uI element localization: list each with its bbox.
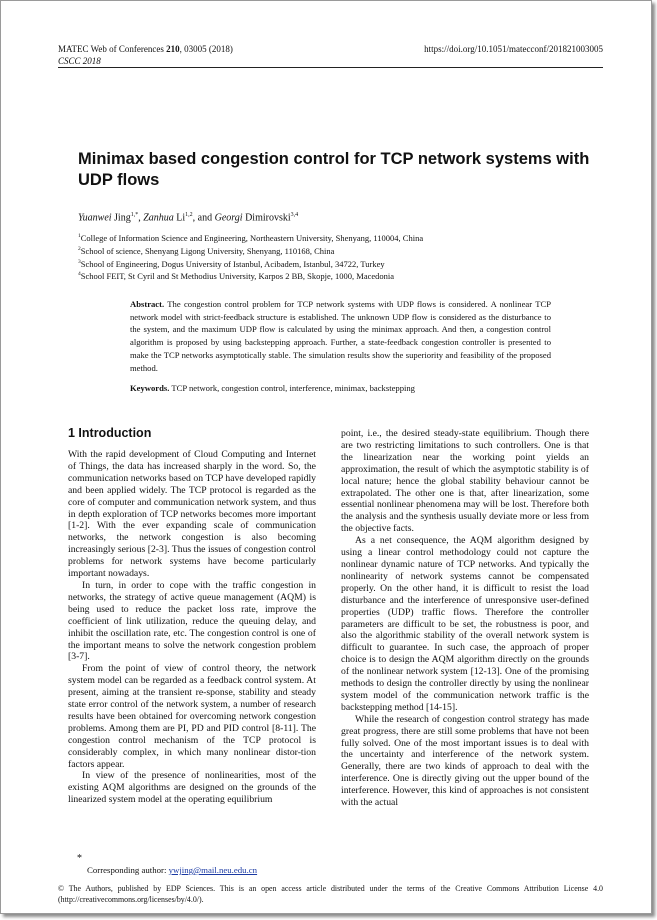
- affiliation-item: [78, 231, 618, 244]
- affiliation-text: School FEIT, St Cyril and St Methodius University, Karpos 2 BB, Skopje, 1000, Macedonia: [80, 271, 395, 282]
- affiliation-text: School of Engineering, Dogus University of Istanbul, Acibadem, Istanbul, 34722, Turkey: [80, 258, 385, 269]
- abstract-label: Abstract.: [130, 299, 165, 309]
- affiliation-item: [78, 257, 618, 270]
- author-email-link[interactable]: ywjing@mail.neu.edu.cn: [168, 865, 258, 875]
- journal-name: MATEC Web of Conferences: [58, 44, 164, 54]
- author-last-name: Li: [173, 212, 186, 224]
- keywords: [130, 382, 551, 394]
- affiliation-mark: 4: [78, 271, 81, 278]
- affiliation-mark: 2: [78, 245, 81, 252]
- author-first-name: Zanhua: [143, 212, 174, 224]
- license-statement: © The Authors, published by EDP Sciences. This is an open access article distributed under the terms of the Creative Commons Attribution License 4.0 (http://creativecommons.org/licenses/by/4.0/).: [58, 884, 603, 904]
- affiliation-list: [78, 231, 618, 282]
- author-separator: , and: [192, 212, 215, 224]
- body-paragraph: From the point of view of control theory, the network system model can be regarded as a feedback control system. At present, aiming at the transient re-sponse, stability and steady state error control of the network system, a number of research results have been obtained for overcoming network congestion problems. Among them are PI, PD and PID control [8-11]. The congestion control mechanism of the TCP protocol is considerably complex, in which many nonlinear distor-tion factors appear.: [68, 663, 316, 770]
- body-paragraph: As a net consequence, the AQM algorithm designed by using a linear control methodology could not capture the nonlinear dynamic nature of TCP networks. And typically the nonlinearity of network systems cannot be compensated properly. On the other hand, it is difficult to resist the load disturbance and the interference of unresponsive user-defined properties (UDP) traffic flows. Therefore the controller parameters are difficult to be set, the robustness is poor, and also the algorithmic stability of the overall network system is difficult to guarantee. In such case, the approach of proper choice is to design the AQM algorithm directly on the grounds of the nonlinear network system [12-13]. One of the promising methods to design the controller directly by using the nonlinear system model of the communication network traffic is the backstepping method [14-15].: [341, 535, 589, 713]
- author-last-name: Dimirovski: [242, 212, 291, 224]
- running-header-left: [58, 43, 233, 67]
- abstract: [130, 298, 551, 374]
- keywords-text: TCP network, congestion control, interference, minimax, backstepping: [169, 383, 415, 393]
- keywords-label: Keywords.: [130, 383, 170, 393]
- author-first-name: Yuanwei: [78, 212, 112, 224]
- body-paragraph: In view of the presence of nonlinearities, most of the existing AQM algorithms are designed on the grounds of the linearized system model at the operating equilibrium: [68, 770, 316, 806]
- author-affiliation-mark: 3,4: [290, 212, 299, 218]
- affiliation-text: School of science, Shenyang Ligong University, Shenyang, 110168, China: [80, 245, 335, 256]
- body-paragraph: While the research of congestion control strategy has made great progress, there are still some problems that have not been fully solved. One of the most important issues is to deal with the uncertainty and interference of the network system. Generally, there are two kinds of approach to deal with the interference. One is directly giving out the upper bound of the interference. However, this kind of approaches is not consistent with the actual: [341, 713, 589, 809]
- abstract-text: The congestion control problem for TCP network systems with UDP flows is considered. A nonlinear TCP network model with strict-feedback structure is established. The unknown UDP flow is considered as the disturbance to the system, and the maximum UDP flow is calculated by using the minimax approach. And then, a congestion control algorithm is proposed by using backstepping approach. Further, a state-feedback congestion controller is presented to make the TCP networks asymptotically stable. The simulation results show the superiority and feasibility of the proposed method.: [130, 299, 551, 373]
- author-last-name: Jing: [111, 212, 131, 224]
- body-paragraph: In turn, in order to cope with the traffic congestion in networks, the strategy of active queue management (AQM) is being used to reduce the packet loss rate, improve the coefficient of link utilization, reduce the queuing delay, and inhibit the oscillation rate, etc. The congestion control is one of the important means to solve the network congestion problem [3-7].: [68, 579, 316, 663]
- affiliation-text: College of Information Science and Engineering, Northeastern University, Shenyang, 110004, China: [80, 232, 424, 243]
- journal-volume: 210: [166, 44, 180, 54]
- body-column-right: [341, 428, 589, 809]
- footnote-mark: *: [77, 853, 82, 864]
- doi-link[interactable]: https://doi.org/10.1051/matecconf/201821003005: [424, 44, 603, 54]
- author-affiliation-mark: 1,2: [185, 212, 193, 218]
- affiliation-item: [78, 269, 618, 282]
- conference-name: CSCC 2018: [58, 56, 101, 66]
- body-paragraph: point, i.e., the desired steady-state equilibrium. Though there are two restricting limitations to such controllers. One is that the linearization near the working point yields an approximation, the result of which the asymptotic stability is of local nature; hence the global stability behaviour cannot be extrapolated. The other one is that, after linearization, some essential nonlinear phenomena may will be lost. Therefore both the analysis and the synthesis usually deviate more or less from the objective facts.: [341, 428, 589, 535]
- article-number-year: , 03005 (2018): [179, 44, 233, 54]
- section-heading: 1 Introduction: [68, 426, 152, 440]
- header-rule: [58, 67, 603, 68]
- affiliation-mark: 1: [78, 233, 81, 239]
- affiliation-item: [78, 244, 618, 257]
- author-affiliation-mark: 1,*: [130, 212, 139, 218]
- paper-title: Minimax based congestion control for TCP network systems with UDP flows: [78, 150, 590, 189]
- author-separator: ,: [138, 212, 144, 224]
- author-list: [78, 209, 298, 224]
- corresponding-author-footnote: [87, 865, 257, 876]
- affiliation-mark: 3: [78, 258, 81, 265]
- footnote-label: Corresponding author:: [87, 865, 169, 875]
- author-first-name: Georgi: [214, 212, 243, 224]
- body-paragraph: With the rapid development of Cloud Computing and Internet of Things, the data has increased sharply in the word. So, the communication networks based on TCP have developed rapidly and been applied widely. The TCP protocol is regarded as the core of computer and communication network system, and thus in depth exploration of TCP networks becomes more important [1-2]. With the ever expanding scale of communication networks, the network congestion is also becoming increasingly serious [2-3]. Thus the issues of congestion control problems for network systems have become particularly important nowadays.: [68, 449, 316, 580]
- body-column-left: [68, 426, 316, 806]
